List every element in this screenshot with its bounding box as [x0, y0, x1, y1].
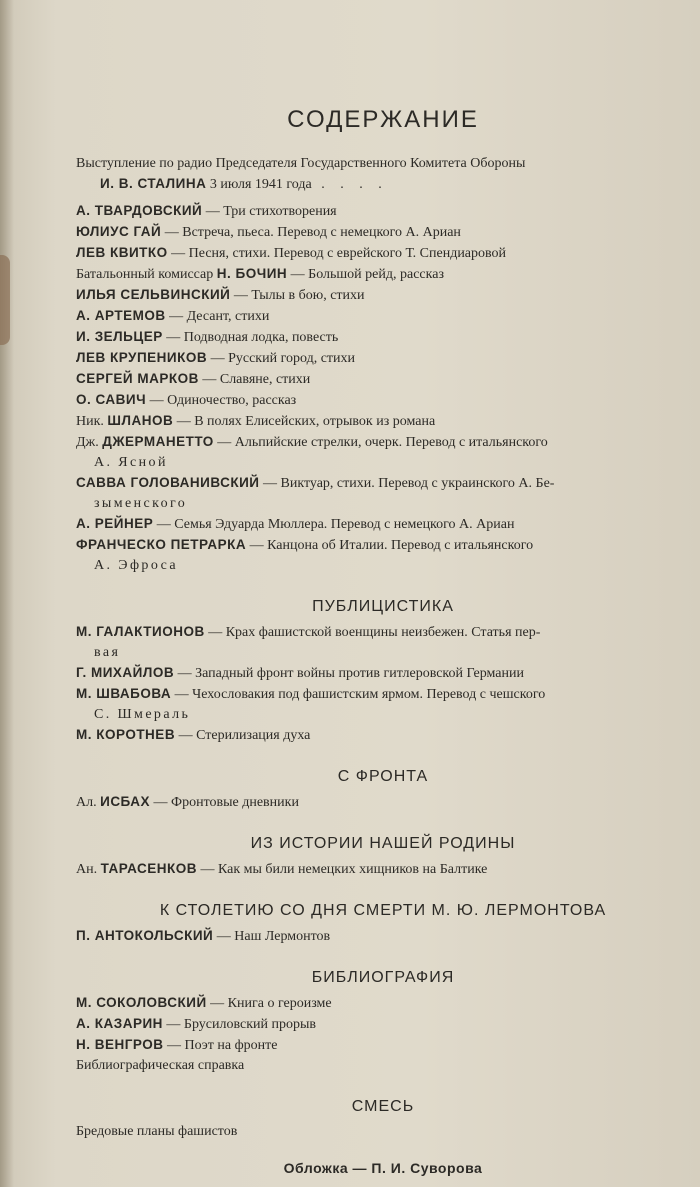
entry-continuation: А. Эфроса	[94, 558, 178, 573]
entry-title: — Подводная лодка, повесть	[162, 330, 339, 345]
entry-prefix: Ник.	[76, 414, 108, 429]
main-entries	[76, 201, 690, 576]
publicistics-entries	[76, 622, 690, 746]
toc-entry	[76, 285, 690, 306]
section-heading-history: ИЗ ИСТОРИИ НАШЕЙ РОДИНЫ	[250, 835, 516, 852]
intro-line	[76, 154, 690, 174]
entry-prefix: Ан.	[76, 862, 101, 877]
entry-title: — Русский город, стихи	[207, 351, 356, 366]
toc-entry	[76, 926, 690, 947]
bibliography-entries	[76, 993, 690, 1076]
entry-title: — Чехословакия под фашистским ярмом. Перевод с чешского	[171, 687, 546, 702]
entry-title: — Стерилизация духа	[175, 728, 311, 743]
entry-title: — Фронтовые дневники	[150, 795, 299, 810]
toc-entry	[76, 411, 690, 432]
entry-author: ЛЕВ КРУПЕНИКОВ	[76, 350, 208, 365]
contents-block	[76, 100, 690, 1187]
toc-entry	[76, 348, 690, 369]
entry-title: — Виктуар, стихи. Перевод с украинского А. Бе-	[259, 476, 555, 491]
entry-title: — Поэт на фронте	[163, 1038, 278, 1053]
toc-entry	[76, 622, 690, 643]
toc-entry	[76, 514, 690, 535]
entry-author: М. ШВАБОВА	[76, 686, 172, 701]
toc-entry	[76, 792, 690, 813]
entry-title: — В полях Елисейских, отрывок из романа	[173, 414, 436, 429]
cover-credit: Обложка — П. И. Суворова	[283, 1160, 483, 1176]
intro-text: Выступление по радио Председателя Государственного Комитета Обороны	[76, 156, 526, 171]
toc-entry	[76, 1122, 690, 1142]
section-heading-publicistics: ПУБЛИЦИСТИКА	[312, 598, 454, 615]
intro-author: И. В. СТАЛИНА	[100, 176, 207, 191]
toc-entry	[76, 201, 690, 222]
entry-author: А. РЕЙНЕР	[76, 516, 154, 531]
entry-continuation: С. Шмераль	[94, 707, 191, 722]
toc-entry	[76, 473, 690, 494]
entry-prefix: Батальонный комиссар	[76, 267, 217, 282]
entry-author: Н. ВЕНГРОВ	[76, 1037, 164, 1052]
entry-author: ШЛАНОВ	[107, 413, 174, 428]
toc-entry	[76, 663, 690, 684]
entry-title: — Большой рейд, рассказ	[287, 267, 444, 282]
binding-edge	[0, 255, 10, 345]
toc-entry	[76, 264, 690, 285]
section-heading-lermontov: К СТОЛЕТИЮ СО ДНЯ СМЕРТИ М. Ю. ЛЕРМОНТОВА	[159, 902, 607, 919]
entry-title: — Славяне, стихи	[198, 372, 311, 387]
entry-title: — Брусиловский прорыв	[162, 1017, 316, 1032]
entry-author: П. АНТОКОЛЬСКИЙ	[76, 928, 214, 943]
toc-entry	[76, 222, 690, 243]
entry-title: — Книга о героизме	[206, 996, 332, 1011]
page-edge-shadow	[0, 0, 14, 1187]
toc-entry	[76, 243, 690, 264]
entry-author: ИСБАХ	[100, 794, 151, 809]
entry-author: А. КАЗАРИН	[76, 1016, 163, 1031]
toc-entry	[76, 432, 690, 453]
lermontov-entries	[76, 926, 690, 947]
entry-author: СЕРГЕЙ МАРКОВ	[76, 371, 199, 386]
entry-prefix: Бредовые планы фашистов	[76, 1124, 238, 1139]
entry-continuation: вая	[94, 645, 121, 660]
entry-title: — Наш Лермонтов	[213, 929, 331, 944]
toc-entry	[76, 1035, 690, 1056]
entry-author: ЮЛИУС ГАЙ	[76, 224, 162, 239]
toc-entry	[76, 306, 690, 327]
toc-entry	[76, 390, 690, 411]
entry-author: И. ЗЕЛЬЦЕР	[76, 329, 163, 344]
misc-entries	[76, 1122, 690, 1142]
section-heading-front: С ФРОНТА	[337, 768, 429, 785]
intro-author-line	[76, 174, 690, 195]
entry-title: — Альпийские стрелки, очерк. Перевод с итальянского	[213, 435, 548, 450]
entry-title: — Три стихотворения	[202, 204, 337, 219]
entry-prefix: Ал.	[76, 795, 101, 810]
entry-title: — Как мы били немецких хищников на Балтике	[196, 862, 488, 877]
entry-continuation: А. Ясной	[94, 455, 168, 470]
entry-author: ТАРАСЕНКОВ	[100, 861, 197, 876]
toc-entry	[76, 993, 690, 1014]
entry-author: ЛЕВ КВИТКО	[76, 245, 168, 260]
entry-author: М. ГАЛАКТИОНОВ	[76, 624, 205, 639]
entry-author: М. КОРОТНЕВ	[76, 727, 176, 742]
intro-date: 3 июля 1941 года	[206, 177, 312, 192]
entry-title: — Одиночество, рассказ	[146, 393, 297, 408]
toc-entry	[76, 327, 690, 348]
entry-author: САВВА ГОЛОВАНИВСКИЙ	[76, 475, 260, 490]
entry-title: — Песня, стихи. Перевод с еврейского Т. Спендиаровой	[167, 246, 507, 261]
entry-author: Н. БОЧИН	[216, 266, 288, 281]
entry-author: А. ТВАРДОВСКИЙ	[76, 203, 203, 218]
entry-author: М. СОКОЛОВСКИЙ	[76, 995, 207, 1010]
toc-entry	[76, 1014, 690, 1035]
entry-prefix: Библиографическая справка	[76, 1058, 245, 1073]
entry-title: — Западный фронт войны против гитлеровской Германии	[174, 666, 524, 681]
toc-entry	[76, 369, 690, 390]
entry-title: — Тылы в бою, стихи	[230, 288, 365, 303]
page-title: СОДЕРЖАНИЕ	[287, 106, 479, 133]
toc-entry	[76, 1056, 690, 1076]
entry-title: — Канцона об Италии. Перевод с итальянского	[246, 538, 534, 553]
entry-author: Г. МИХАЙЛОВ	[76, 665, 175, 680]
entry-prefix: Дж.	[76, 435, 103, 450]
toc-entry	[76, 859, 690, 880]
toc-entry	[76, 684, 690, 705]
entry-title: — Десант, стихи	[165, 309, 270, 324]
entry-author: ДЖЕРМАНЕТТО	[102, 434, 214, 449]
section-heading-misc: СМЕСЬ	[351, 1098, 415, 1115]
entry-author: А. АРТЕМОВ	[76, 308, 166, 323]
section-heading-bibliography: БИБЛИОГРАФИЯ	[311, 969, 455, 986]
entry-author: ИЛЬЯ СЕЛЬВИНСКИЙ	[76, 287, 231, 302]
history-entries	[76, 859, 690, 880]
entry-title: — Семья Эдуарда Мюллера. Перевод с немецкого А. Ариан	[153, 517, 515, 532]
entry-author: ФРАНЧЕСКО ПЕТРАРКА	[76, 537, 247, 552]
entry-title: — Встреча, пьеса. Перевод с немецкого А. Ариан	[161, 225, 461, 240]
front-entries	[76, 792, 690, 813]
entry-author: О. САВИЧ	[76, 392, 147, 407]
entry-continuation: зыменского	[94, 496, 188, 511]
leader-dots: . . . .	[311, 177, 388, 192]
toc-entry	[76, 535, 690, 556]
toc-entry	[76, 725, 690, 746]
entry-title: — Крах фашистской военщины неизбежен. Статья пер-	[204, 625, 541, 640]
